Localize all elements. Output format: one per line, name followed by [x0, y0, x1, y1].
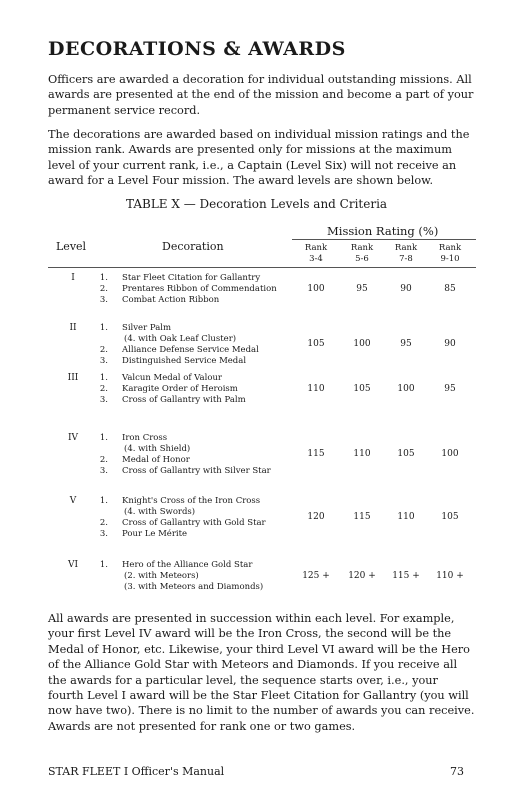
decoration-number: 3.: [99, 529, 108, 539]
level-numeral: VI: [67, 560, 79, 570]
mission-rating-value: 95: [356, 284, 368, 294]
rank-header-range: 7-8: [399, 254, 413, 264]
decoration-name: (3. with Meteors and Diamonds): [124, 582, 264, 592]
rank-header-range: 9-10: [440, 254, 460, 264]
decoration-number: 1.: [99, 433, 108, 443]
decoration-name: (4. with Shield): [124, 444, 191, 454]
level-header: Level: [56, 240, 87, 253]
intro-paragraph: Officers are awarded a decoration for individual outstanding missions. All awards are presented at the end of the mission and become a part of your permanent service record.: [48, 73, 474, 117]
decoration-header: Decoration: [162, 240, 224, 253]
mission-rating-value: 95: [444, 384, 456, 394]
decoration-name: Pour Le Mérite: [122, 529, 188, 539]
mission-rating-value: 110 +: [436, 571, 464, 581]
decoration-name: Iron Cross: [122, 433, 168, 443]
decoration-number: 1.: [99, 323, 108, 333]
decoration-name: Star Fleet Citation for Gallantry: [122, 273, 261, 283]
mission-rating-value: 105: [307, 339, 325, 349]
decoration-number: 1.: [99, 560, 108, 570]
decoration-name: Combat Action Ribbon: [122, 295, 220, 305]
decoration-number: 2.: [99, 518, 108, 528]
mission-rating-value: 125 +: [302, 571, 330, 581]
mission-rating-value: 90: [400, 284, 412, 294]
rank-header: [386, 243, 426, 265]
mission-rating-value: 100: [353, 339, 371, 349]
rank-header: [430, 243, 470, 265]
decoration-number: 2.: [99, 284, 108, 294]
level-numeral: I: [71, 273, 75, 283]
decoration-name: Distinguished Service Medal: [122, 356, 247, 366]
table-caption: TABLE X — Decoration Levels and Criteria: [126, 197, 388, 211]
decoration-number: 2.: [99, 345, 108, 355]
decoration-name: Silver Palm: [122, 323, 172, 333]
decoration-name: Valcun Medal of Valour: [122, 373, 222, 383]
decoration-name: Cross of Gallantry with Palm: [122, 395, 246, 405]
decoration-number: 1.: [99, 273, 108, 283]
criteria-paragraph: The decorations are awarded based on individual mission ratings and the mission rank. Awards are presented only for missions at the maximum level of your current rank, i.e., a Captain (Level Six) will not receive an award for a Level Four mission. The award levels are shown below.: [48, 128, 470, 188]
decoration-name: Alliance Defense Service Medal: [122, 345, 259, 355]
decoration-name: Cross of Gallantry with Gold Star: [122, 518, 266, 528]
level-numeral: IV: [67, 433, 79, 443]
mission-rating-value: 95: [400, 339, 412, 349]
mission-rating-value: 90: [444, 339, 456, 349]
decoration-number: 3.: [99, 395, 108, 405]
decoration-name: (2. with Meteors): [124, 571, 199, 581]
decoration-number: 1.: [99, 496, 108, 506]
level-numeral: V: [69, 496, 77, 506]
decoration-name: Medal of Honor: [122, 455, 190, 465]
rank-header: [296, 243, 336, 265]
decoration-name: Prentares Ribbon of Commendation: [122, 284, 277, 294]
mission-rating-header: Mission Rating (%): [327, 224, 439, 238]
level-numeral: III: [67, 373, 79, 383]
succession-paragraph: All awards are presented in succession within each level. For example, your first Level IV award will be the Iron Cross, the second will be the Medal of Honor, etc. Likewise, your third Level VI award will be the Hero of the Alliance Gold Star with Meteors and Diamonds. If you receive all the awards for a particular level, the sequence starts over, i.e., your fourth Level I award will be the Star Fleet Citation for Gallantry (you will now have two). There is no limit to the number of awards you can receive. Awards are not presented for rank one or two games.: [48, 612, 475, 733]
decoration-number: 3.: [99, 466, 108, 476]
mission-rating-value: 110: [397, 512, 415, 522]
mission-rating-value: 115: [307, 449, 325, 459]
mission-rating-value: 110: [353, 449, 371, 459]
decoration-number: 3.: [99, 356, 108, 366]
mission-rating-value: 100: [397, 384, 415, 394]
rating-header-rule: [292, 239, 476, 240]
mission-rating-value: 85: [444, 284, 456, 294]
decoration-name: Cross of Gallantry with Silver Star: [122, 466, 271, 476]
mission-rating-value: 105: [353, 384, 371, 394]
mission-rating-value: 120 +: [348, 571, 376, 581]
decoration-number: 2.: [99, 455, 108, 465]
level-numeral: II: [69, 323, 77, 333]
mission-rating-value: 115 +: [392, 571, 420, 581]
mission-rating-value: 120: [307, 512, 325, 522]
table-header-rule: [48, 267, 476, 268]
decoration-name: Karagite Order of Heroism: [122, 384, 238, 394]
mission-rating-value: 105: [441, 512, 459, 522]
page-title: DECORATIONS & AWARDS: [48, 38, 346, 60]
rank-header-label: Rank: [394, 243, 418, 253]
mission-rating-value: 100: [307, 284, 325, 294]
rank-header-label: Rank: [438, 243, 462, 253]
rank-header-label: Rank: [304, 243, 328, 253]
mission-rating-value: 100: [441, 449, 459, 459]
decoration-number: 1.: [99, 373, 108, 383]
page-number: 73: [450, 765, 464, 778]
mission-rating-value: 105: [397, 449, 415, 459]
rank-header-range: 3-4: [309, 254, 323, 264]
rank-header-range: 5-6: [355, 254, 369, 264]
mission-rating-value: 115: [353, 512, 371, 522]
decoration-name: (4. with Swords): [124, 507, 196, 517]
decoration-number: 2.: [99, 384, 108, 394]
rank-header-label: Rank: [350, 243, 374, 253]
decoration-name: (4. with Oak Leaf Cluster): [124, 334, 237, 344]
footer-manual-title: STAR FLEET I Officer's Manual: [48, 765, 225, 778]
decoration-number: 3.: [99, 295, 108, 305]
rank-header: [342, 243, 382, 265]
mission-rating-value: 110: [307, 384, 325, 394]
decoration-name: Knight's Cross of the Iron Cross: [122, 496, 261, 506]
decoration-name: Hero of the Alliance Gold Star: [122, 560, 253, 570]
